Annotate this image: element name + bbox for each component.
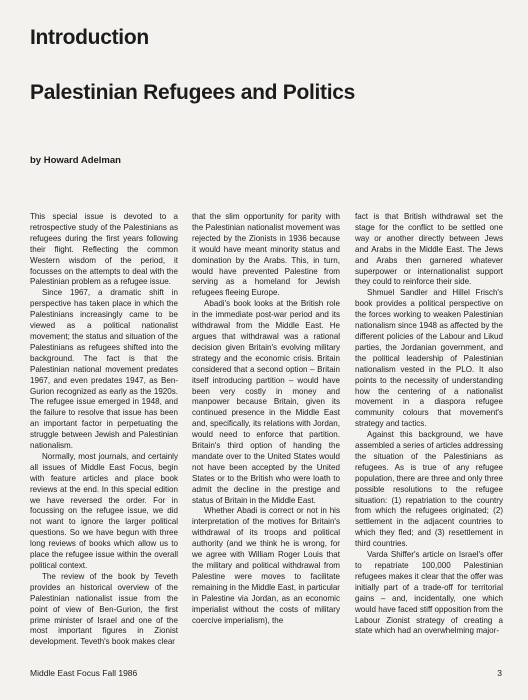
paragraph: Abadi's book looks at the British role in the immediate post-war period and its withdrawal from the Middle East. He argues that withdrawal was a rational decision given Britain's evolving military strategy and the economic crisis. Britain considered that a second option – Britain itself introducing partition – would have been very costly in money and manpower because Britain, given its continued presence in the Middle East and, specifically, its relations with Jordan, would need to enforce that partition. Britain's third option of handing the mandate over to the United States would not have been accepted by the United States or to the British who were loath to admit the decline in the prestige and status of Britain in the Middle East. — [192, 299, 340, 505]
byline: by Howard Adelman — [30, 155, 121, 166]
text-column-1 — [30, 212, 178, 648]
paragraph: Varda Shiffer's article on Israel's offer to repatriate 100,000 Palestinian refugees makes it clear that the offer was initially part of a trade-off for territorial gains – and, incidentally, one which would have faced stiff opposition from the Labour Zionist strategy of creating a state which had an overwhelming major- — [355, 550, 503, 636]
paragraph: This special issue is devoted to a retrospective study of the Palestinians as refugees during the first years following their flight. Reflecting the common Western wisdom of the period, it focusses on the attempts to deal with the Palestinian problem as a refugee issue. — [30, 212, 178, 287]
footer-journal-info: Middle East Focus Fall 1986 — [30, 668, 138, 678]
paragraph: The review of the book by Teveth provides an historical overview of the Palestinian nationalist issue from the point of view of Ben-Gurion, the first prime minister of Israel and one of the most important figures in Zionist development. Teveth's book makes clear — [30, 571, 178, 647]
paragraph: that the slim opportunity for parity with the Palestinian nationalist movement was rejected by the Zionists in 1936 because it would have meant minority status and domination by the Arabs. This, in turn, would have prevented Palestine from serving as a homeland for Jewish refugees fleeing Europe. — [192, 212, 340, 298]
text-column-2 — [192, 212, 340, 626]
paragraph: fact is that British withdrawal set the stage for the conflict to be settled one way or another directly between Jews and Arabs in the Middle East. The Jews and Arabs then garnered whatever superpower or internationalist support they could to reinforce their side. — [355, 212, 503, 287]
paragraph: Since 1967, a dramatic shift in perspective has taken place in which the Palestinians increasingly came to be viewed as a political nationalist movement; the status and situation of the Palestinians as refugees shifted into the background. The fact is that the Palestinian national movement predates 1967, and even predates 1947, as Ben-Gurion recognized as early as the 1920s. The refugee issue emerged in 1948, and the failure to resolve that issue has been an important factor in perpetuating the struggle between Jewish and Palestinian nationalism. — [30, 288, 178, 451]
paragraph: Against this background, we have assembled a series of articles addressing the situation of the Palestinians as refugees. As is true of any refugee population, there are three and only three possible resolutions to the refugee situation: (1) repatriation to the country from which the refugees originated; (2) settlement in the adjacent countries to which they fled; and (3) resettlement in third countries. — [355, 430, 503, 549]
section-title: Introduction — [30, 26, 149, 49]
page-number: 3 — [497, 668, 502, 678]
article-title: Palestinian Refugees and Politics — [30, 81, 356, 104]
paragraph: Normally, most journals, and certainly all issues of Middle East Focus, begin with feature articles and place book reviews at the end. In this special edition we have reversed the order. For in focussing on the refugee issue, we did not want to ignore the larger political questions. So we have begun with three long reviews of books which allow us to place the refugee issue within the overall political context. — [30, 451, 178, 570]
paragraph: Shmuel Sandler and Hillel Frisch's book provides a political perspective on the forces working to weaken Palestinian nationalism since 1948 as affected by the different policies of the Labour and Likud parties, the Jordanian government, and the political leadership of Palestinian nationalism vested in the PLO. It also points to the necessity of understanding how the centering of a nationalist movement in a diaspora refugee community colours that movement's strategy and tactics. — [355, 288, 503, 429]
paragraph: Whether Abadi is correct or not in his interpretation of the motives for Britain's withdrawal of its troops and political authority (and we think he is wrong, for we agree with William Roger Louis that the military and political withdrawal from Palestine were moves to facilitate remaining in the Middle East, in particular in Palestine via Jordan, as an economic imperialist without the costs of military coercive imperialism), the — [192, 506, 340, 625]
text-column-3 — [355, 212, 503, 637]
